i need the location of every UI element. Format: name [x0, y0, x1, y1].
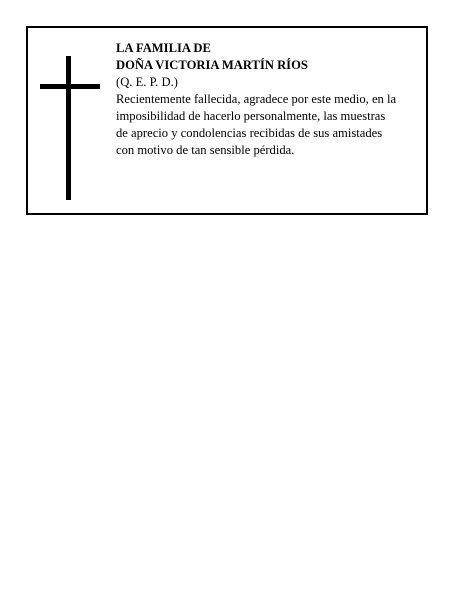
cross-vertical-bar [66, 56, 71, 200]
family-line: LA FAMILIA DE [116, 41, 211, 55]
obituary-notice [26, 26, 428, 215]
notice-text [116, 40, 422, 159]
message-line-2: imposibilidad de hacerlo personalmente, las muestras [116, 109, 386, 123]
message-line-1: Recientemente fallecida, agradece por este medio, en la [116, 92, 397, 106]
message-line-4: con motivo de tan sensible pérdida. [116, 143, 295, 157]
cross-horizontal-bar [40, 84, 100, 89]
qepd-line: (Q. E. P. D.) [116, 75, 178, 89]
message-line-3: de aprecio y condolencias recibidas de sus amistades [116, 126, 383, 140]
deceased-name: DOÑA VICTORIA MARTÍN RÍOS [116, 58, 308, 72]
cross-icon [40, 56, 100, 200]
